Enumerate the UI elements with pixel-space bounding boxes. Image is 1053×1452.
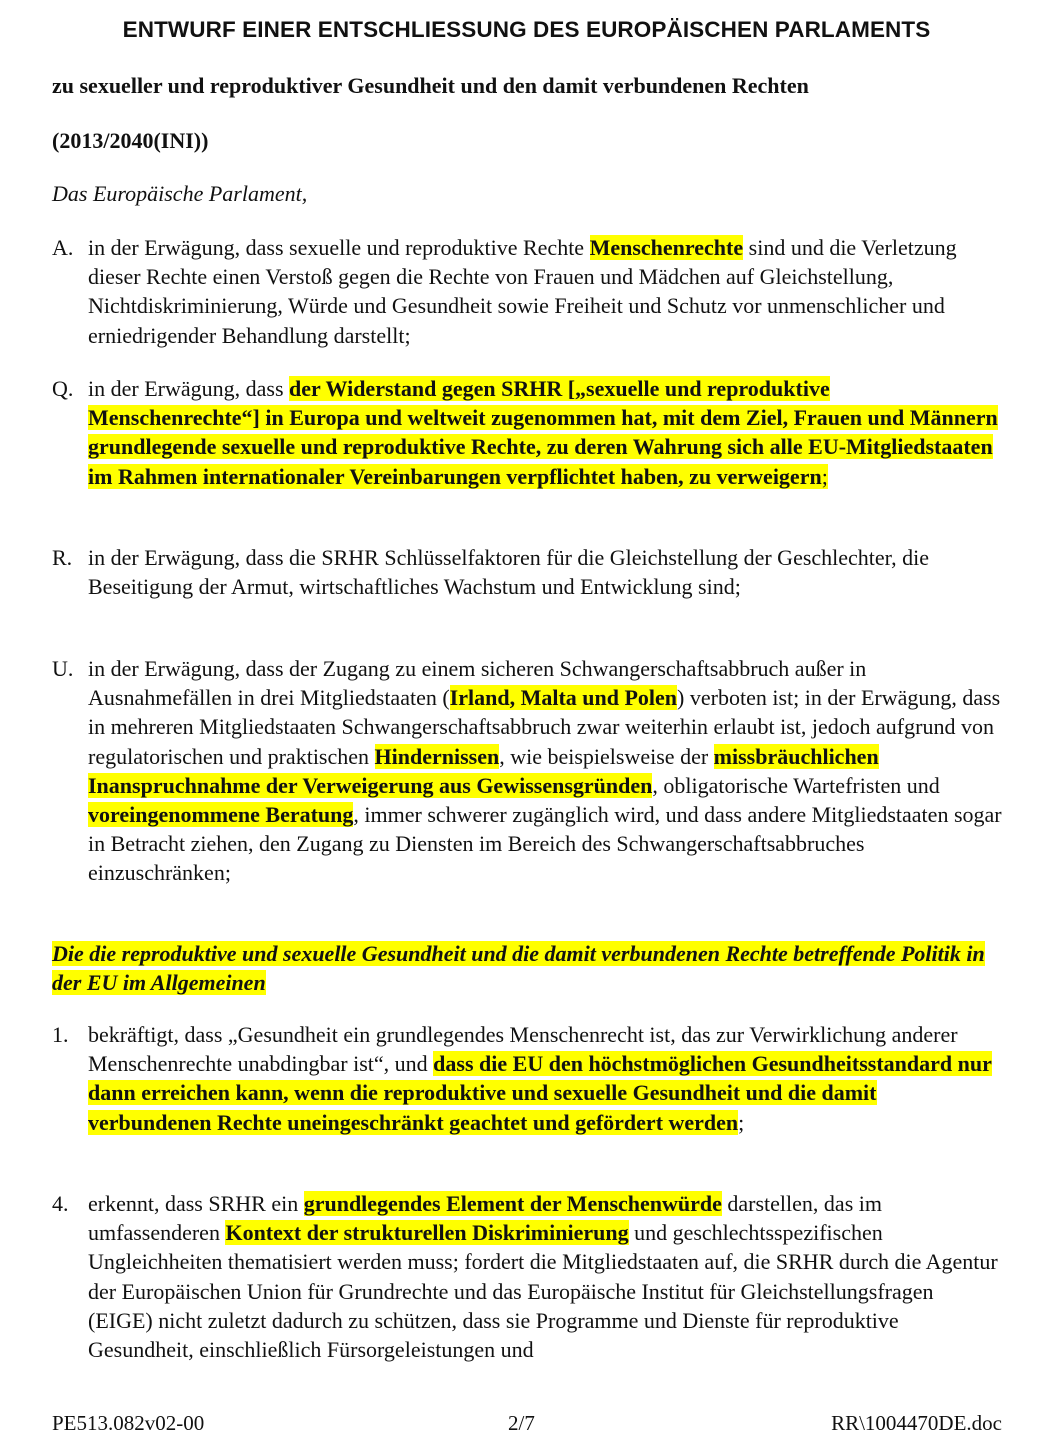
text-segment: sind und die Verletzung dieser Rechte einen Verstoß gegen die Rechte von Frauen und Mädchen auf Gleichstellung, Nichtdiskriminierung, Würde und Gesundheit sowie Freiheit und Schutz vor unmenschlicher und erniedrigender Behandlung darstellt; [88,235,957,348]
highlighted-text: der Widerstand gegen SRHR [„sexuelle und reproduktive Menschenrechte“] in Europa und weltweit zugenommen hat, mit dem Ziel, Frauen und Männern grundlegende sexuelle und reproduktive Rechte, zu deren Wahrung sich alle EU-Mitgliedstaaten im Rahmen internationaler Vereinbarungen verpflichtet haben, zu verweigern [88,376,998,489]
procedure-number: (2013/2040(INI)) [52,128,209,153]
article-1 [52,1020,1002,1137]
section-heading [52,939,1002,997]
highlighted-text: Die die reproduktive und sexuelle Gesundheit und die damit verbundenen Rechte betreffende Politik in der EU im Allgemeinen [52,941,985,996]
document-title: ENTWURF EINER ENTSCHLIESSUNG DES EUROPÄISCHEN PARLAMENTS [122,17,931,42]
text-segment: in der Erwägung, dass die SRHR Schlüsselfaktoren für die Gleichstellung der Geschlechter, die Beseitigung der Armut, wirtschaftliches Wachstum und Entwicklung sind; [88,545,930,600]
document-reference: PE513.082v02-00 [52,1411,205,1435]
text-segment: in der Erwägung, dass sexuelle und reproduktive Rechte [88,235,590,260]
highlighted-text: Menschenrechte [589,235,744,260]
text-segment: ) verboten ist; in der Erwägung, dass in mehreren Mitgliedstaaten Schwangerschaftsabbruch zwar weiterhin erlaubt ist, jedoch aufgrund von regulatorischen und praktischen [88,685,1001,769]
article-number: 1. [52,1022,69,1047]
recital-text [88,543,1002,601]
recital-a [52,233,1002,350]
intro-line: Das Europäische Parlament, [52,181,308,206]
highlighted-text: Irland, Malta und Polen [449,685,678,711]
article-4 [52,1189,1002,1364]
text-segment: in der Erwägung, dass [88,376,290,401]
article-number: 4. [52,1191,69,1216]
text-segment: bekräftigt, dass „Gesundheit ein grundlegendes Menschenrecht ist, das zur Verwirklichung anderer Menschenrechte unabdingbar ist“, und [88,1022,958,1077]
highlighted-text: voreingenommene Beratung [88,802,354,828]
file-name: RR\1004470DE.doc [831,1411,1002,1435]
text-segment: , obligatorische Wartefristen und [652,772,940,798]
page-footer [52,1411,1002,1441]
text-segment: darstellen, das im umfassenderen [88,1191,882,1246]
highlighted-text: grundlegendes Element der Menschenwürde [303,1191,722,1216]
text-segment: in der Erwägung, dass der Zugang zu einem sicheren Schwangerschaftsabbruch außer in Ausnahmefällen in drei Mitgliedstaaten ( [88,656,867,711]
highlighted-text: missbräuchlichen Inanspruchnahme der Verweigerung aus Gewissensgründen [88,743,879,798]
text-segment: , wie beispielsweise der [499,743,714,769]
text-segment: erkennt, dass SRHR ein [88,1191,304,1216]
highlighted-text: Hindernissen [374,743,500,769]
recital-u [52,654,1002,888]
recital-text [88,233,1002,350]
text-segment: ; [738,1109,745,1135]
highlighted-text: Kontext der strukturellen Diskriminierung [225,1220,629,1246]
text-segment: , immer schwerer zugänglich wird, und dass andere Mitgliedstaaten sogar in Betracht ziehen, den Zugang zu Diensten im Bereich des Schwangerschaftsabbruches einzuschränken; [88,802,1002,886]
recital-text [88,654,1002,888]
highlighted-text: dass die EU den höchstmöglichen Gesundheitsstandard nur dann erreichen kann, wenn die reproduktive und sexuelle Gesundheit und die damit verbundenen Rechte uneingeschränkt geachtet und gefördert werden [88,1051,992,1135]
document-subtitle: zu sexueller und reproduktiver Gesundheit und den damit verbundenen Rechten [52,73,809,98]
recital-number: R. [52,545,73,570]
article-text [88,1189,1002,1364]
text-segment: ; [821,463,828,489]
page-number: 2/7 [508,1411,535,1435]
recital-number: U. [52,656,74,681]
recital-number: A. [52,235,74,260]
recital-text [88,374,1002,491]
recital-number: Q. [52,376,74,401]
recital-r [52,543,1002,601]
recital-q [52,374,1002,491]
text-segment: und geschlechtsspezifischen Ungleichheiten thematisiert werden muss; fordert die Mitgliedstaaten auf, die SRHR durch die Agentur der Europäischen Union für Grundrechte und das Europäische Institut für Gleichstellungsfragen (EIGE) nicht zuletzt dadurch zu schützen, dass sie Programme und Dienste für reproduktive Gesundheit, einschließlich Fürsorgeleistungen und [88,1220,998,1363]
article-text [88,1020,1002,1137]
